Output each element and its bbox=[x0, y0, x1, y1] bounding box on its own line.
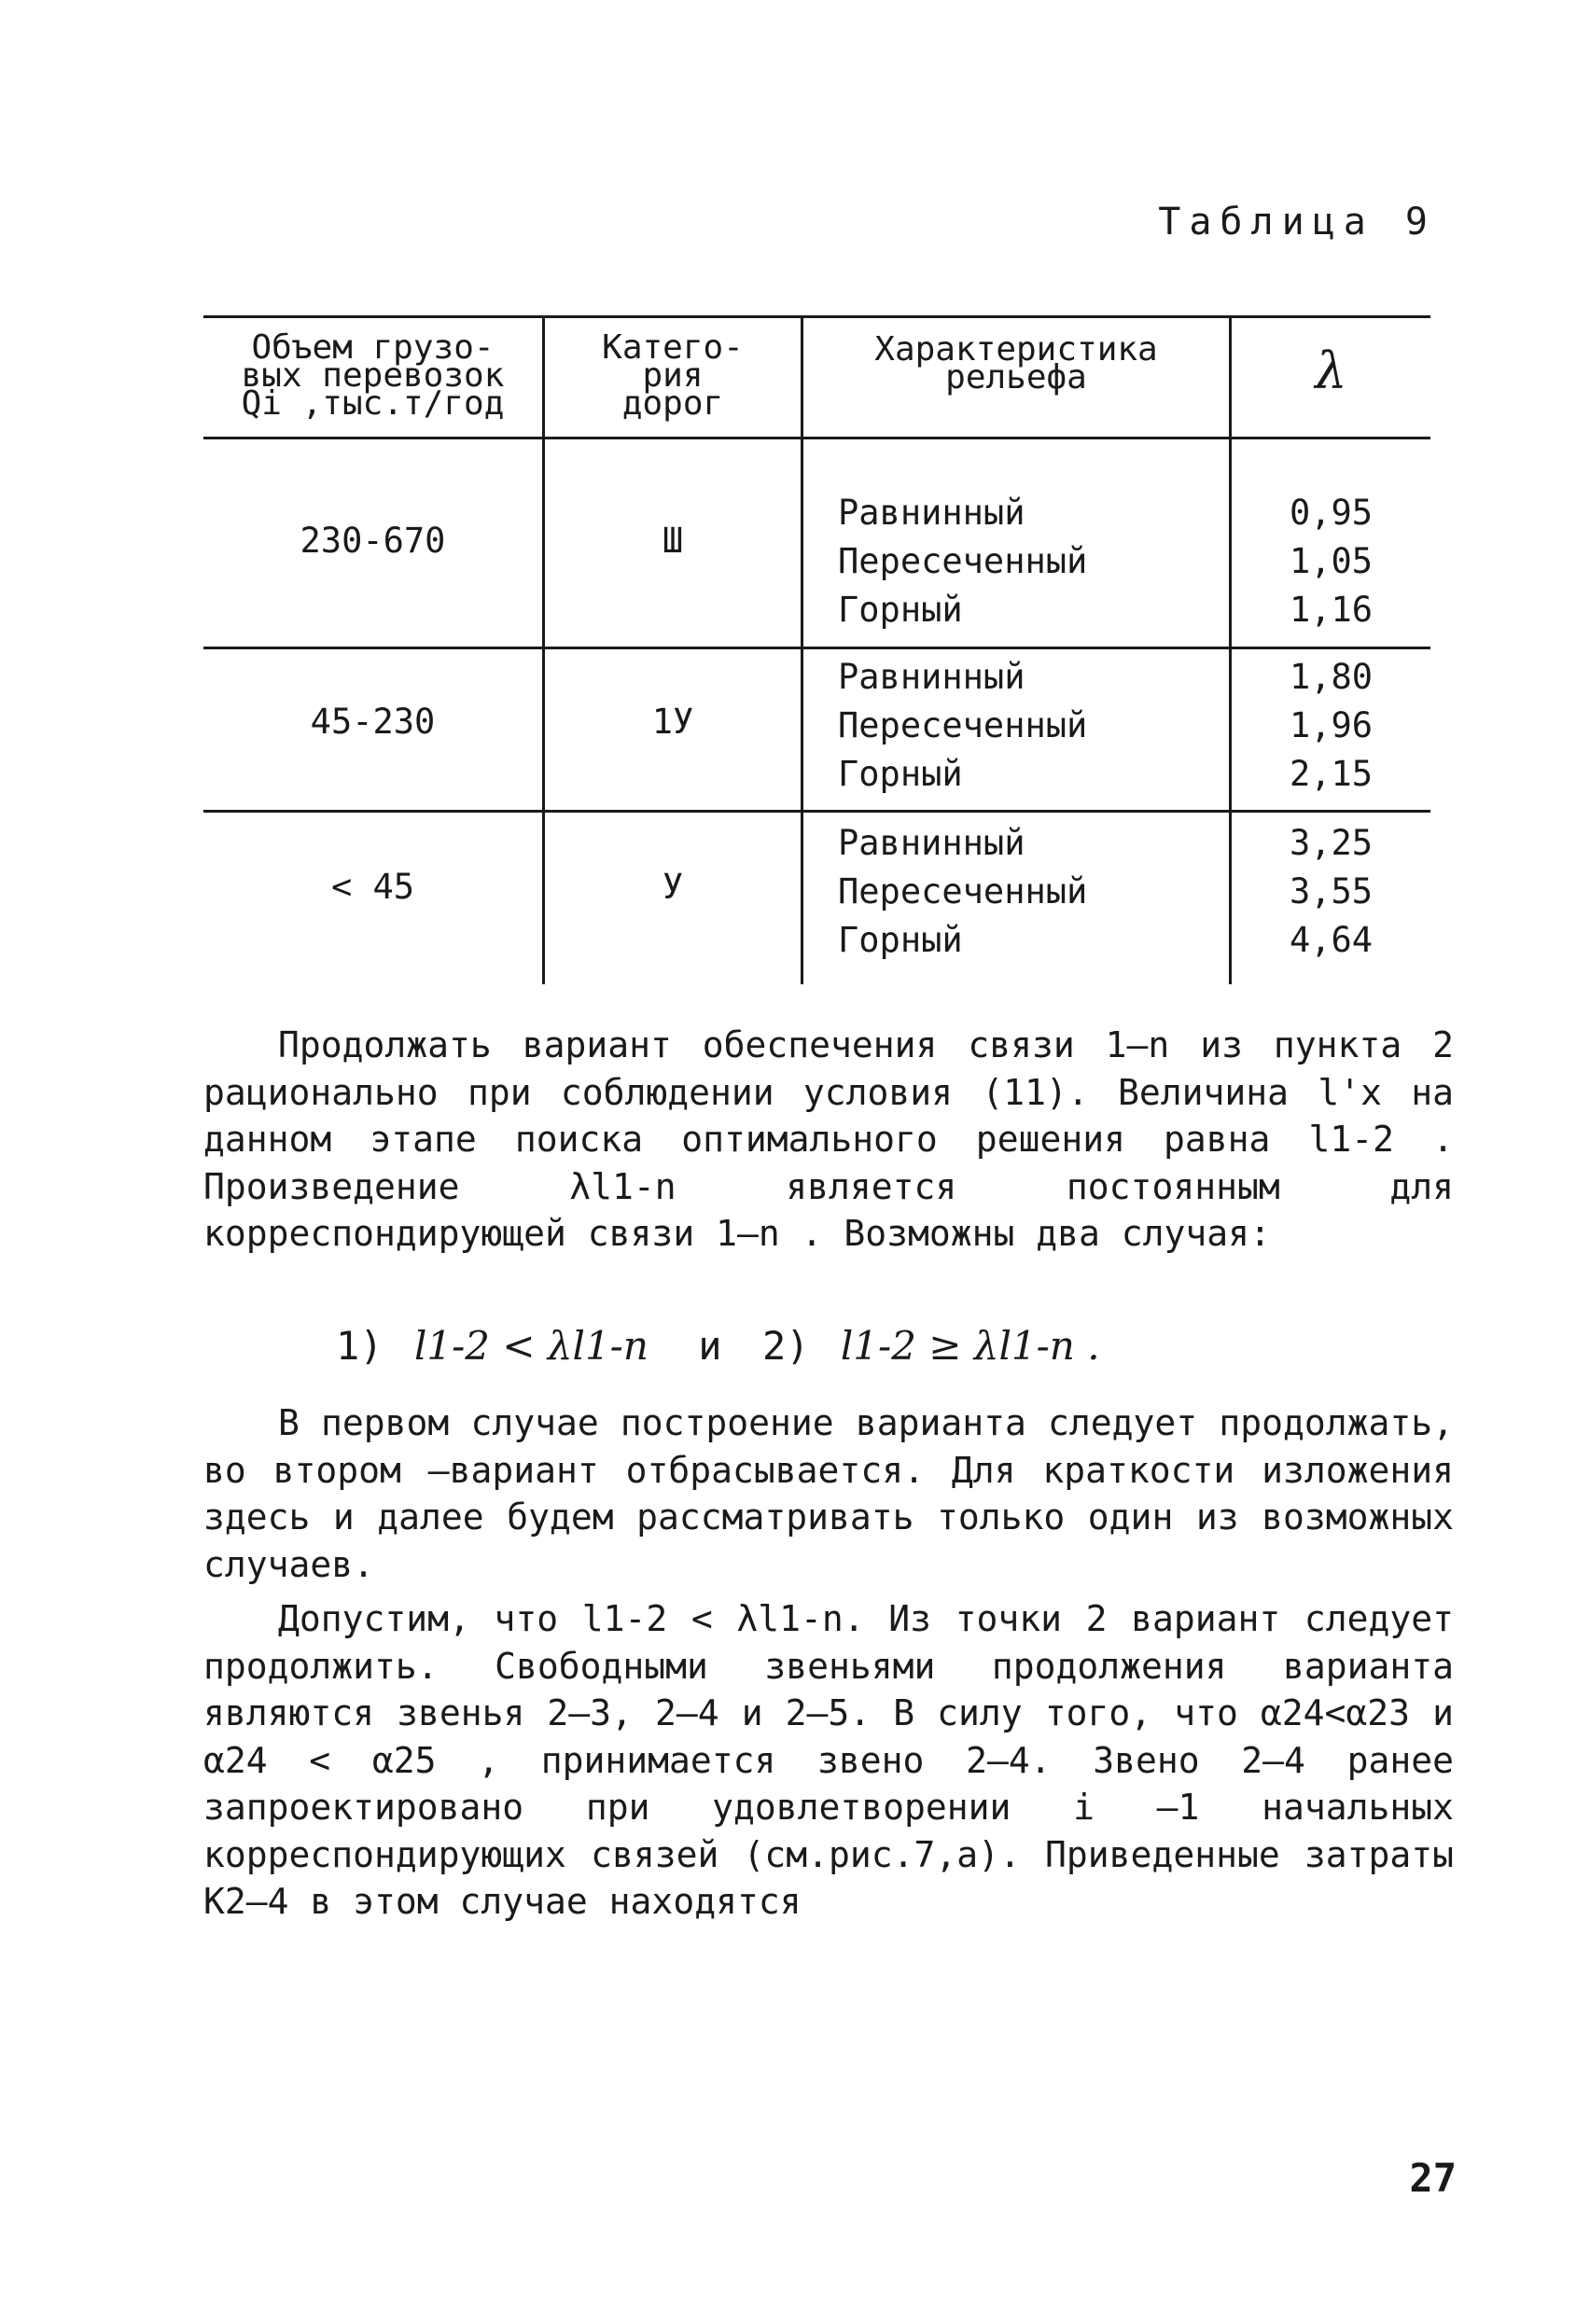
paragraph-3-text: Допустим, что l1-2 < λl1-n. Из точки 2 вариант следует продолжить. Свободными звеньями продолжения варианта являются звенья 2–3, 2–4 и 2–5. В силу того, что α24<α23 и α24 < α25 , принимается звено 2–4. Звено 2–4 ранее запроектировано при удовлетворении i –1 начальных корреспондирующих связей (см.рис.7,а). Приведенные затраты K2–4 в этом случае находятся bbox=[203, 1598, 1454, 1922]
group-1-relief-3: Горный bbox=[838, 590, 963, 630]
header-category-line-3: дорог bbox=[621, 384, 724, 423]
group-3-lambda-1: 3,25 bbox=[1289, 823, 1374, 863]
group-3-lambda-3: 4,64 bbox=[1289, 920, 1374, 960]
header-category bbox=[545, 328, 801, 423]
table-top-rule bbox=[203, 315, 1430, 318]
group-1-lambda-3: 1,16 bbox=[1289, 590, 1374, 630]
group-3-relief-3: Горный bbox=[838, 920, 963, 960]
group-3-category: У bbox=[662, 867, 684, 907]
group-3-lambda-2: 3,55 bbox=[1289, 871, 1374, 912]
group-1-volume: 230-670 bbox=[300, 521, 446, 561]
header-lambda: λ bbox=[1315, 341, 1347, 400]
table-col-rule-2 bbox=[801, 315, 803, 984]
group-1-relief-2: Пересеченный bbox=[838, 541, 1088, 581]
header-volume-line-1: Объем грузо- bbox=[251, 328, 495, 367]
paragraph-2 bbox=[203, 1399, 1454, 1588]
paragraph-2-text: В первом случае построение варианта следует продолжать, во втором –вариант отбрасывается. Для краткости изложения здесь и далее будем рассматривать только один из возможных случаев. bbox=[203, 1402, 1454, 1585]
table-caption: Таблица 9 bbox=[1158, 201, 1436, 244]
header-volume bbox=[203, 328, 542, 423]
header-relief bbox=[803, 330, 1229, 397]
formula-case-2: l1-2 ≥ λl1-n . bbox=[840, 1323, 1100, 1369]
formula-case-1-number: 1) bbox=[336, 1323, 384, 1369]
group-2-relief-2: Пересеченный bbox=[838, 705, 1088, 745]
group-2-relief-3: Горный bbox=[838, 754, 963, 794]
paragraph-3 bbox=[203, 1595, 1454, 1926]
group-3-volume: < 45 bbox=[330, 867, 415, 907]
header-volume-line-2: вых перевозок bbox=[241, 356, 505, 395]
header-relief-line-2: рельефа bbox=[945, 358, 1087, 397]
formula-conjunction: и bbox=[698, 1323, 722, 1369]
group-3-relief-1: Равнинный bbox=[838, 823, 1025, 863]
page-number: 27 bbox=[1409, 2155, 1457, 2201]
group-2-lambda-3: 2,15 bbox=[1289, 754, 1374, 794]
group-3-relief-2: Пересеченный bbox=[838, 871, 1088, 912]
group-2-volume: 45-230 bbox=[310, 702, 436, 742]
formula-case-2-number: 2) bbox=[761, 1323, 810, 1369]
group-1-lambda-1: 0,95 bbox=[1289, 493, 1374, 533]
group-1-relief-1: Равнинный bbox=[838, 493, 1025, 533]
group-2-category: 1У bbox=[651, 702, 694, 742]
table-header-rule bbox=[203, 437, 1430, 439]
formula-case-1: l1-2 < λl1-n bbox=[413, 1323, 649, 1369]
table-group-rule-1 bbox=[203, 647, 1430, 649]
header-volume-line-3: Qi ,тыс.т/год bbox=[241, 384, 505, 423]
header-relief-line-1: Характеристика bbox=[874, 330, 1158, 369]
group-2-relief-1: Равнинный bbox=[838, 657, 1025, 697]
conditions-formula bbox=[336, 1323, 1100, 1369]
group-2-lambda-2: 1,96 bbox=[1289, 705, 1374, 745]
group-1-lambda-2: 1,05 bbox=[1289, 541, 1374, 581]
lambda-table bbox=[203, 315, 1430, 984]
paragraph-1-text: Продолжать вариант обеспечения связи 1–n из пункта 2 рационально при соблюдении условия (11). Величина l'x на данном этапе поиска оптимального решения равна l1-2 . Произведение λl1-n является постоянным для корреспондирующей связи 1–n . Возможны два случая: bbox=[203, 1024, 1454, 1254]
paragraph-1 bbox=[203, 1022, 1454, 1258]
header-category-line-1: Катего- bbox=[602, 328, 744, 367]
group-2-lambda-1: 1,80 bbox=[1289, 657, 1374, 697]
group-1-category: Ш bbox=[662, 521, 684, 561]
table-group-rule-2 bbox=[203, 810, 1430, 813]
header-category-line-2: рия bbox=[642, 356, 704, 395]
